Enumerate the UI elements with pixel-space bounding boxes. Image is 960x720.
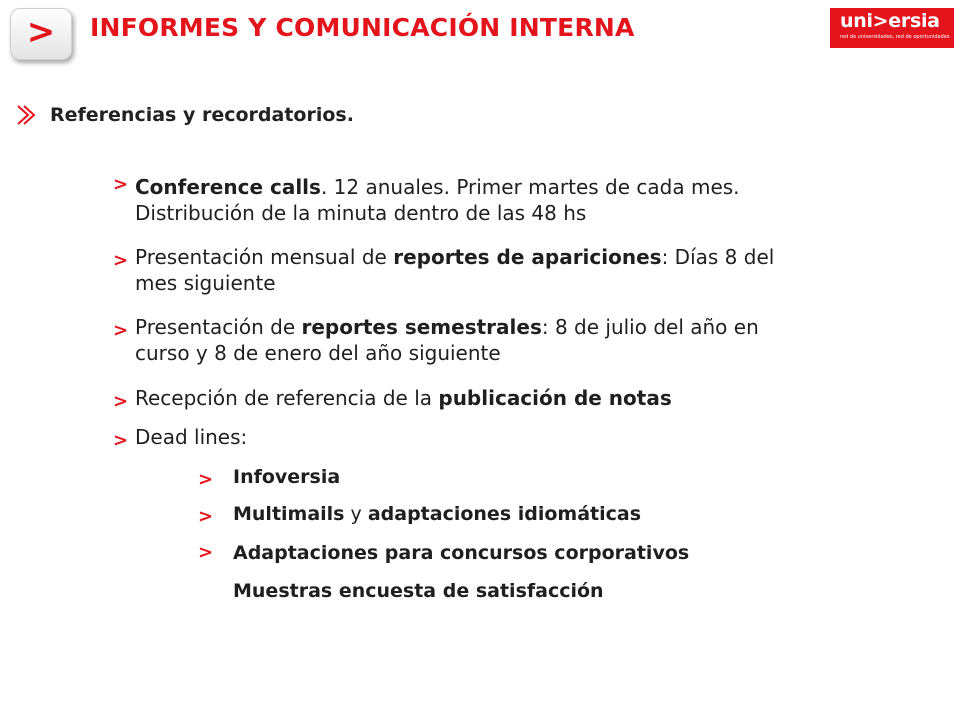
item-text: : 8 de julio del año en [541,315,759,339]
list-item [113,174,923,226]
item-text: . 12 anuales. Primer martes de cada mes. [320,175,740,199]
arrow-bullet-icon: > [113,320,129,341]
item-text-line2: curso y 8 de enero del año siguiente [135,341,501,365]
arrow-bullet-icon: > [113,174,129,195]
arrow-bullet-icon: > [113,250,129,271]
item-text: Dead lines: [135,425,248,449]
sub-list-item [198,540,898,566]
sub-item-text: Infoversia [233,466,341,488]
chevron-badge-icon [10,8,72,60]
item-text: Presentación mensual de [135,245,394,269]
section-heading [14,100,354,130]
page-title: INFORMES Y COMUNICACIÓN INTERNA [90,13,635,42]
item-text-line2: mes siguiente [135,271,276,295]
list-item [113,314,923,366]
item-bold: Conference calls [135,175,321,199]
item-bold: reportes de apariciones [393,245,662,269]
section-title: Referencias y recordatorios. [50,104,354,126]
chevron-icon: > [26,12,56,52]
arrow-bullet-icon: > [198,542,214,563]
sub-list-item [198,501,898,527]
double-chevron-icon [14,100,44,130]
list-item [113,385,923,411]
list-item [113,244,923,296]
item-bold: reportes semestrales [301,315,542,339]
sub-item-connector: y [344,503,368,525]
arrow-bullet-icon: > [113,430,129,451]
sub-item-text: Muestras encuesta de satisfacción [233,580,604,602]
sub-list-item [198,578,898,604]
list-item [113,424,923,450]
item-bold: publicación de notas [438,386,672,410]
arrow-bullet-icon: > [198,469,214,490]
item-text: Presentación de [135,315,302,339]
item-text-line2: Distribución de la minuta dentro de las 48 hs [135,201,587,225]
sub-list-item [198,464,898,490]
sub-item-text: Multimails [233,503,345,525]
logo-tagline: red de universidades, red de oportunidades [840,34,950,40]
universia-logo [830,8,954,48]
item-text: : Días 8 del [661,245,775,269]
arrow-bullet-icon: > [198,506,214,527]
item-text: Recepción de referencia de la [135,386,439,410]
sub-item-text: Adaptaciones para concursos corporativos [233,542,690,564]
sub-item-text: adaptaciones idiomáticas [367,503,642,525]
logo-wordmark: uni>ersia [840,10,940,32]
arrow-bullet-icon: > [113,391,129,412]
